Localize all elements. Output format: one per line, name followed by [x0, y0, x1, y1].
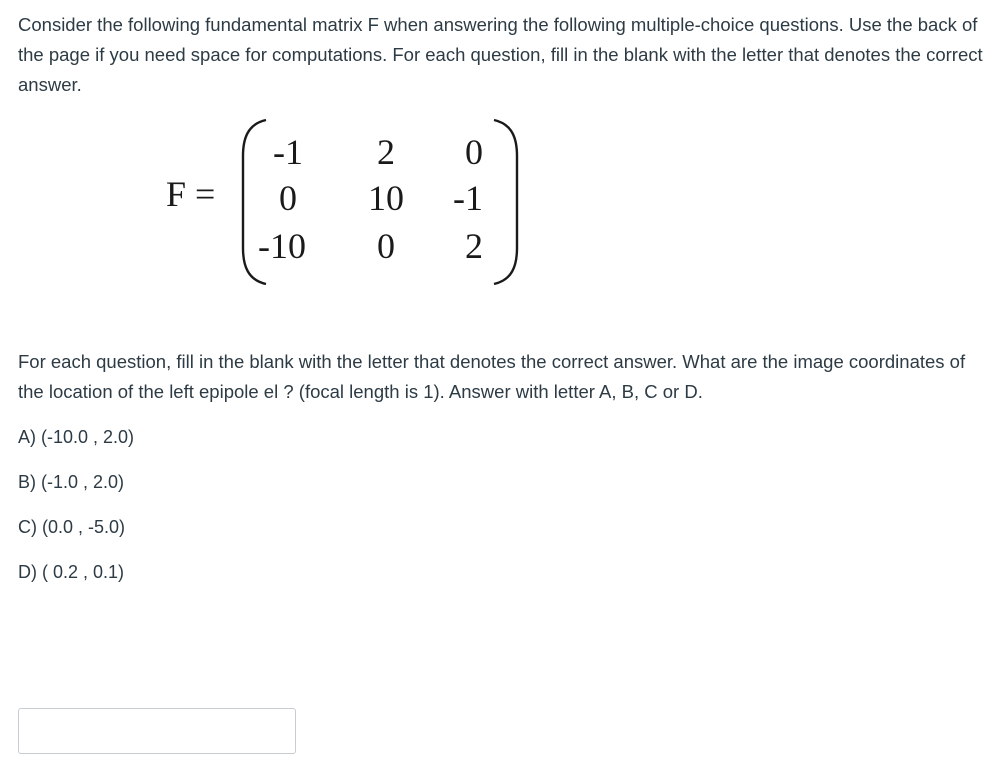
option-b: B) (-1.0 , 2.0) — [18, 472, 125, 492]
matrix-cell: 0 — [377, 226, 395, 266]
question-text: For each question, fill in the blank with the letter that denotes the correct answer. What are the image coordinates of the location of the left epipole el ? (focal length is 1). Answer with letter A, B, C or D. — [18, 351, 966, 402]
matrix-cell: 0 — [465, 132, 483, 172]
matrix-cell: 10 — [368, 178, 404, 218]
option-a: A) (-10.0 , 2.0) — [18, 427, 135, 447]
matrix-cell: 2 — [377, 132, 395, 172]
matrix-cell: -1 — [453, 178, 483, 218]
matrix-cell: -1 — [273, 132, 303, 172]
matrix-cell: 0 — [279, 178, 297, 218]
matrix-cell: -10 — [258, 226, 306, 266]
option-c: C) (0.0 , -5.0) — [18, 517, 126, 537]
fundamental-matrix — [160, 116, 530, 288]
answer-input[interactable] — [18, 708, 296, 754]
matrix-label: F = — [166, 174, 216, 214]
option-d: D) ( 0.2 , 0.1) — [18, 562, 125, 582]
matrix-cell: 2 — [465, 226, 483, 266]
instructions-text: Consider the following fundamental matrix F when answering the following multiple-choice questions. Use the back of the page if you need space for computations. For each question, fill in the blank with the letter that denotes the correct answer. — [18, 14, 983, 95]
